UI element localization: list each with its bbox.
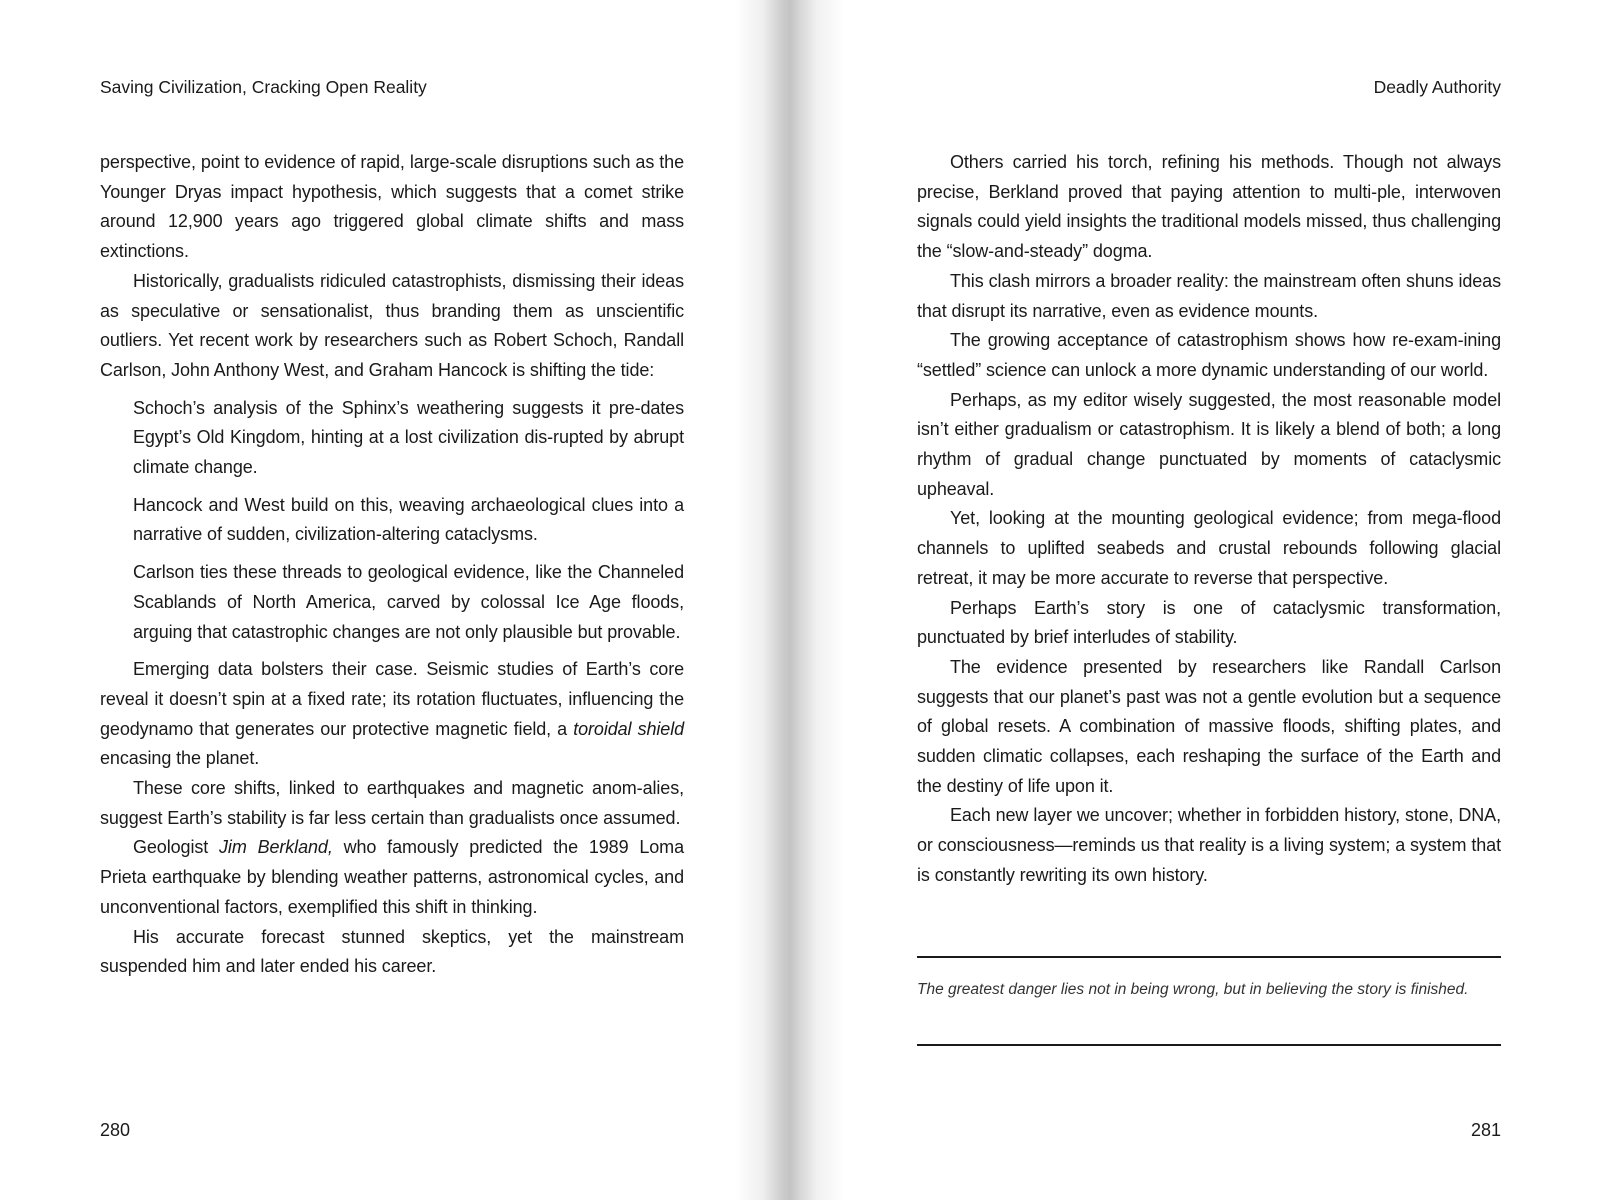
left-page [100, 0, 684, 1200]
right-page-body [917, 148, 1501, 891]
right-page [917, 0, 1501, 1200]
indented-list-item: Schoch’s analysis of the Sphinx’s weathering suggests it pre-dates Egypt’s Old Kingdom, hinting at a lost civilization dis-rupted by abrupt climate change. [133, 397, 684, 478]
paragraph: Each new layer we uncover; whether in forbidden history, stone, DNA, or consciousness—reminds us that reality is a living system; a system that is constantly rewriting its own history. [917, 805, 1501, 885]
indented-list-item: Carlson ties these threads to geological evidence, like the Channeled Scablands of North America, carved by colossal Ice Age floods, arguing that catastrophic changes are not only plausible but provable. [133, 562, 684, 642]
left-page-body [100, 148, 684, 982]
paragraph: The evidence presented by researchers like Randall Carlson suggests that our planet’s past was not a gentle evolution but a sequence of global resets. A combination of massive floods, shifting plates, and sudden climatic collapses, each reshaping the surface of the Earth and the destiny of life upon it. [917, 656, 1501, 796]
paragraph: perspective, point to evidence of rapid, large-scale disruptions such as the Younger Dryas impact hypothesis, which suggests that a comet strike around 12,900 years ago triggered global climate shifts and mass extinctions. [100, 152, 684, 262]
paragraph: Others carried his torch, refining his methods. Though not always precise, Berkland proved that paying attention to multi-ple, interwoven signals could yield insights the traditional models missed, thus challenging the “slow-and-steady” dogma. [917, 152, 1501, 262]
text-run: Geologist [133, 837, 220, 858]
left-page-number: 280 [100, 1120, 131, 1140]
paragraph: Perhaps Earth’s story is one of cataclysmic transformation, punctuated by brief interludes of stability. [917, 597, 1501, 648]
paragraph: Yet, looking at the mounting geological evidence; from mega-flood channels to uplifted seabeds and crustal rebounds following glacial retreat, it may be more accurate to reverse that perspective. [917, 508, 1501, 588]
text-run: Emerging data bolsters their case. Seismic studies of Earth’s core reveal it doesn’t spin at a fixed rate; its rotation fluctuates, influencing the geodynamo that generates our protective magnetic field, a [100, 659, 684, 739]
text-run: who famously predicted the 1989 Loma Prieta earthquake by blending weather patterns, astronomical cycles, and unconventional factors, exemplified this shift in thinking. [100, 837, 684, 917]
text-run: encasing the planet. [100, 748, 260, 769]
paragraph: This clash mirrors a broader reality: the mainstream often shuns ideas that disrupt its narrative, even as evidence mounts. [917, 270, 1501, 321]
paragraph: His accurate forecast stunned skeptics, yet the mainstream suspended him and later ended his career. [100, 926, 684, 977]
paragraph: Historically, gradualists ridiculed catastrophists, dismissing their ideas as speculative or sensationalist, thus branding them as unscientific outliers. Yet recent work by researchers such as Robert Schoch, Randall Carlson, John Anthony West, and Graham Hancock is shifting the tide: [100, 270, 684, 380]
paragraph: These core shifts, linked to earthquakes and magnetic anom-alies, suggest Earth’s stability is far less certain than gradualists once assumed. [100, 778, 684, 828]
book-gutter-shadow [735, 0, 845, 1200]
indented-list-item: Hancock and West build on this, weaving archaeological clues into a narrative of sudden, civilization-altering cataclysms. [133, 494, 684, 545]
paragraph: The growing acceptance of catastrophism shows how re-exam-ining “settled” science can unlock a more dynamic understanding of our world. [917, 330, 1501, 380]
paragraph [100, 655, 684, 774]
pull-quote [917, 956, 1501, 1046]
italic-term: toroidal shield [573, 718, 685, 739]
right-page-number: 281 [1470, 1120, 1501, 1140]
pull-quote-text: The greatest danger lies not in being wrong, but in believing the story is finished. [917, 981, 1469, 998]
left-running-head: Saving Civilization, Cracking Open Reality [100, 77, 427, 97]
italic-name: Jim Berkland, [219, 837, 333, 858]
paragraph: Perhaps, as my editor wisely suggested, the most reasonable model isn’t either gradualism or catastrophism. It is likely a blend of both; a long rhythm of gradual change punctuated by moments of cataclysmic upheaval. [917, 389, 1501, 499]
right-running-head: Deadly Authority [1373, 77, 1501, 97]
paragraph [100, 833, 684, 922]
